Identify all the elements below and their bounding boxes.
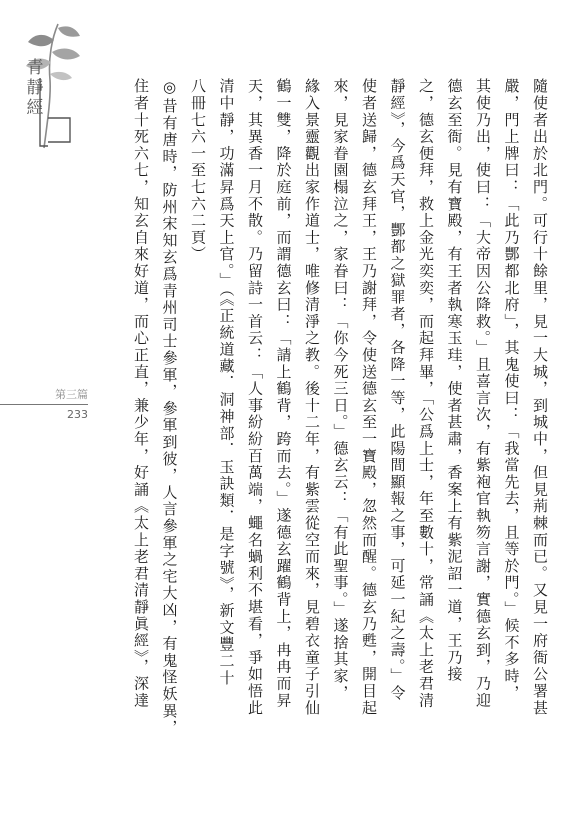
text-column: 鶴一雙，降於庭前，而謂德玄曰：「請上鶴背，跨而去。」遂德玄躍鶴背上，冉冉而昇 — [274, 78, 293, 709]
text-column: 使者送歸，德玄拜王，王乃謝拜，令使送德玄至一寶殿，忽然而醒。德玄乃甦，開目起 — [360, 78, 378, 717]
part-label: 第三篇 — [55, 388, 88, 401]
text-column: 嚴，門上牌曰：「此乃酆都北府」，其鬼使曰：「我當先去，且等於門。」候不多時， — [502, 78, 521, 702]
text-column: 清中靜，功滿昇爲天上官。」（《正統道藏．洞神部．玉訣類．是字號》，新文豐二十 — [217, 78, 236, 687]
text-column: 緣入景靈觀出家作道士，唯修清淨之教。後十二年，有紫雲從空而來，見碧衣童子引仙 — [303, 78, 321, 717]
text-column: 隨使者出於北門。可行十餘里，見一大城，到城中，但見荊棘而已。又見一府衙公署甚 — [531, 78, 549, 717]
text-column: 住者十死六七，知玄自來好道，而心正直，兼少年，好誦《太上老君清靜眞經》，深達 — [132, 78, 150, 709]
page-number: 233 — [67, 408, 88, 421]
header-rule — [0, 404, 88, 405]
text-column: 靜經》，今爲天官，酆都之獄罪者，各降一等，此陽間顯報之事，可延一紀之壽。」令 — [388, 78, 407, 702]
text-column: ◎昔有唐時，防州宋知玄爲青州司士參軍，參軍到彼，人言參軍之宅大凶，有鬼怪妖異， — [160, 78, 179, 737]
text-column: 其使乃出，使曰：「大帝因公降救。」且喜言次，有紫袍官執笏言謝，實德玄到，乃迎 — [474, 78, 492, 709]
vertical-text-block — [132, 78, 552, 748]
text-column: 來，見家眷園榻泣之，家眷曰：「你今死三日。」德玄云：「有此聖事。」遂捨其家， — [331, 78, 350, 702]
text-column: 天，其異香一月不散。乃留詩一首云：「人事紛紛百萬端，蠅名蝸利不堪看，爭如悟此 — [246, 78, 264, 717]
book-title: 青靜經 — [26, 58, 44, 118]
text-column: 八冊七六一至七六二頁） — [189, 78, 207, 263]
text-column: 之，德玄便拜，救上金光奕奕，而起拜畢，「公爲上士，年至數十，常誦《太上老君清 — [417, 78, 435, 709]
text-column: 德玄至衙。見有寶殿，有王者執寒玉珪，使者甚肅，香案上有紫泥詔一道，王乃接 — [445, 78, 464, 683]
